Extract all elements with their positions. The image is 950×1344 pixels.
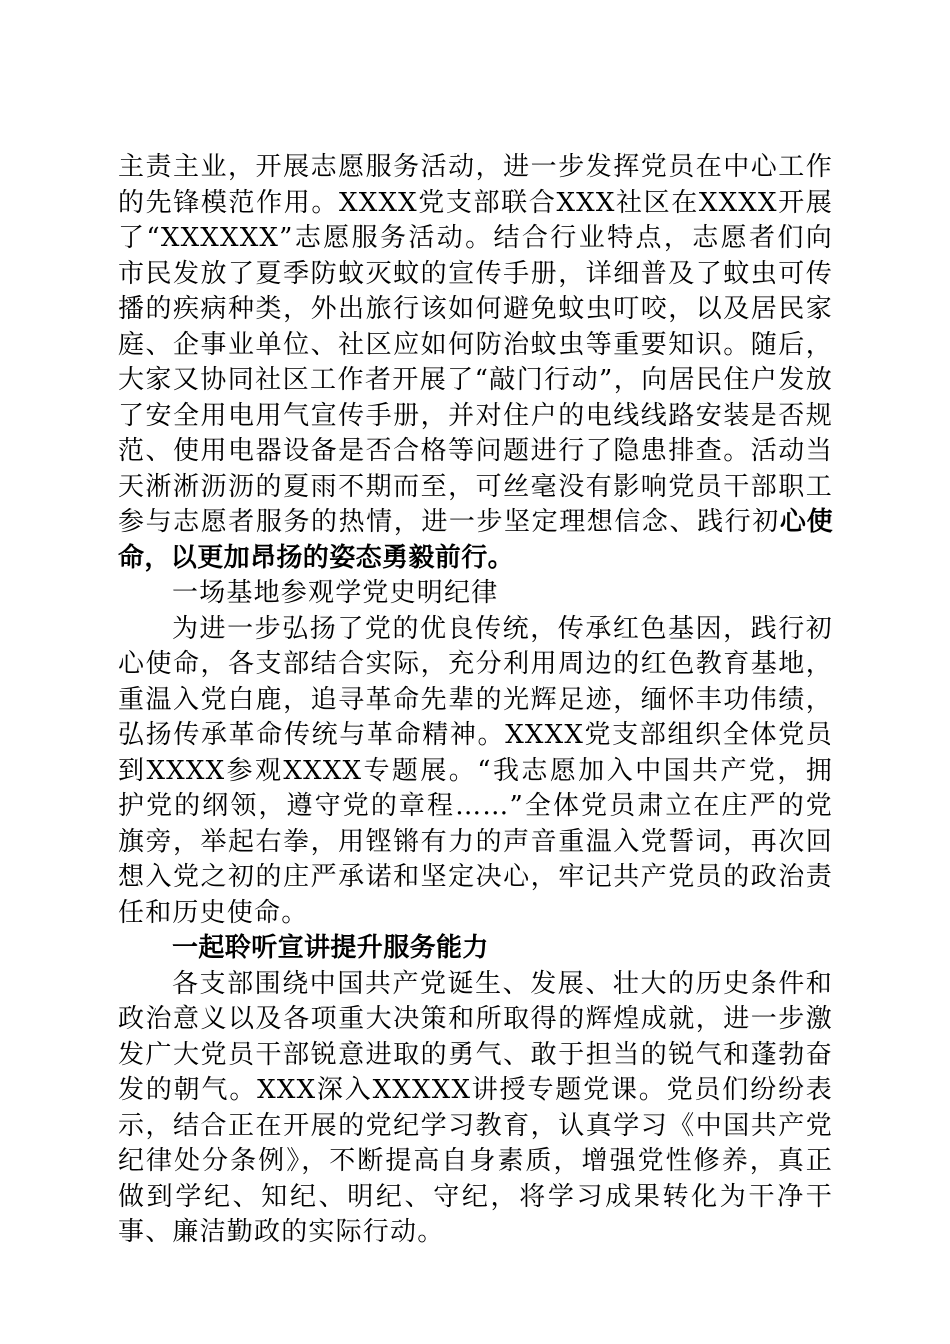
section-heading-base-visit: 一场基地参观学党史明纪律 [172,578,499,608]
paragraph-lecture: 各支部围绕中国共产党诞生、发展、壮大的历史条件和政治意义以及各项重大决策和所取得的辉煌成就，进一步激发广大党员干部锐意进取的勇气、敢于担当的锐气和蓬勃奋发的朝气。XXX深入XXXXX讲授专题党课。党员们纷纷表示，结合正在开展的党纪学习教育，认真学习《中国共产党纪律处分条例》，不断提高自身素质，增强党性修养，真正做到学纪、知纪、明纪、守纪，将学习成果转化为干净干事、廉洁勤政的实际行动。 [118,968,833,1247]
section-heading-lecture: 一起聆听宣讲提升服务能力 [172,933,489,963]
paragraph-volunteer-service [118,150,833,576]
document-page [118,150,833,1251]
paragraph-volunteer-service-text: 主责主业，开展志愿服务活动，进一步发挥党员在中心工作的先锋模范作用。XXXX党支部联合XXX社区在XXXX开展了“XXXXXX”志愿服务活动。结合行业特点，志愿者们向市民发放了夏季防蚊灭蚊的宣传手册，详细普及了蚊虫可传播的疾病种类，外出旅行该如何避免蚊虫叮咬，以及居民家庭、企事业单位、社区应如何防治蚊虫等重要知识。随后，大家又协同社区工作者开展了“敲门行动”，向居民住户发放了安全用电用气宣传手册，并对住户的电线线路安装是否规范、使用电器设备是否合格等问题进行了隐患排查。活动当天淅淅沥沥的夏雨不期而至，可丝毫没有影响党员干部职工参与志愿者服务的热情，进一步坚定理想信念、践行初 [118,152,833,537]
paragraph-base-visit: 为进一步弘扬了党的优良传统，传承红色基因，践行初心使命，各支部结合实际，充分利用周边的红色教育基地，重温入党白鹿，追寻革命先辈的光辉足迹，缅怀丰功伟绩，弘扬传承革命传统与革命精神。XXXX党支部组织全体党员到XXXX参观XXXX专题展。“我志愿加入中国共产党，拥护党的纲领，遵守党的章程……”全体党员肃立在庄严的党旗旁，举起右拳，用铿锵有力的声音重温入党誓词，再次回想入党之初的庄严承诺和坚定决心，牢记共产党员的政治责任和历史使命。 [118,613,833,928]
paragraph-volunteer-service-bold-text: 心使命，以更加昂扬的姿态勇毅前行。 [118,507,833,573]
